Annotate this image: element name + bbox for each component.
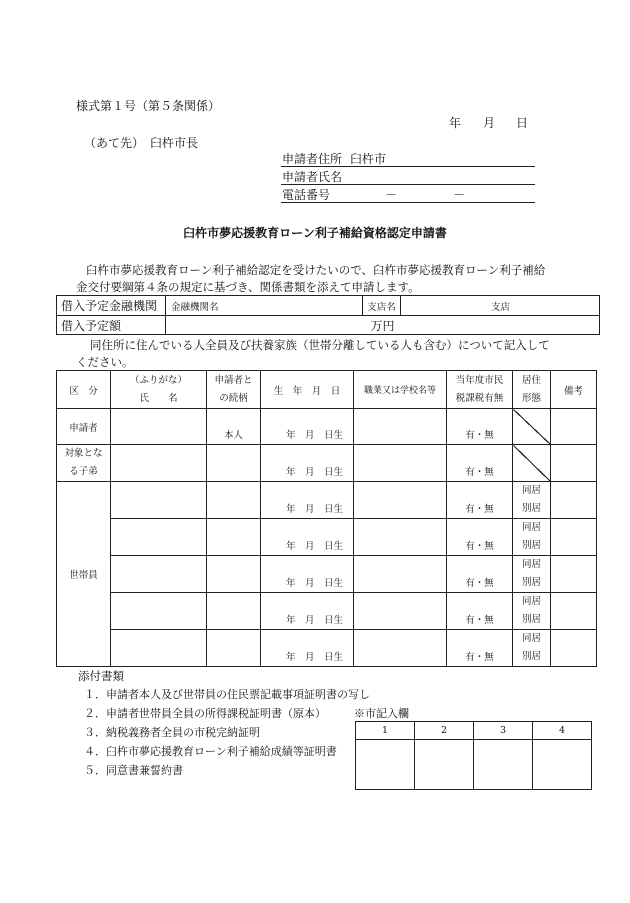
applicant-address-label: 申請者住所: [282, 152, 343, 166]
residence-cell[interactable]: [513, 593, 551, 630]
residence-separate[interactable]: 別居: [521, 614, 541, 625]
relation-cell[interactable]: [207, 593, 261, 630]
header-residence: [513, 371, 551, 409]
city-use-cell[interactable]: [415, 740, 474, 790]
date-day: 日: [516, 116, 529, 130]
household-note-line-2: ください。: [76, 355, 134, 369]
header-relation-1: 申請者と: [214, 374, 253, 386]
applicant-address-value[interactable]: 臼杵市: [350, 152, 387, 166]
header-birth: 生 年 月 日: [261, 371, 354, 409]
phone-underline: [281, 202, 535, 203]
occupation-cell[interactable]: [354, 445, 447, 482]
attachment-item: ４．臼杵市夢応援教育ローン利子補給成績等証明書: [84, 745, 337, 758]
city-use-cell[interactable]: [533, 740, 592, 790]
occupation-cell[interactable]: [354, 519, 447, 556]
header-furigana: （ふりがな）: [129, 374, 187, 386]
relation-cell[interactable]: [207, 482, 261, 519]
birth-cell[interactable]: 年 月 日生: [261, 482, 354, 519]
header-tax-1: 当年度市民: [455, 374, 504, 386]
header-category: 区 分: [57, 371, 111, 409]
city-use-cell[interactable]: [356, 740, 415, 790]
header-relation: [207, 371, 261, 409]
city-use-heading: ※市記入欄: [354, 707, 409, 720]
table-row-member: [57, 519, 597, 556]
loan-table: [56, 295, 600, 335]
tax-cell[interactable]: 有・無: [447, 556, 513, 593]
intro-line-1: 臼杵市夢応援教育ローン利子補給認定を受けたいので、臼杵市夢応援教育ローン利子補給: [86, 263, 546, 277]
occupation-cell[interactable]: [354, 482, 447, 519]
phone-separator-2: －: [453, 188, 466, 202]
residence-separate[interactable]: 別居: [521, 503, 541, 514]
remarks-cell[interactable]: [551, 556, 597, 593]
residence-cell-na: [513, 445, 551, 482]
occupation-cell[interactable]: [354, 593, 447, 630]
table-row-member: [57, 630, 597, 667]
residence-cell[interactable]: [513, 630, 551, 667]
tax-cell[interactable]: 有・無: [447, 445, 513, 482]
relation-cell[interactable]: [207, 445, 261, 482]
header-tax: [447, 371, 513, 409]
residence-together[interactable]: 同居: [521, 485, 541, 496]
institution-label: 借入予定金融機関: [57, 296, 166, 316]
residence-together[interactable]: 同居: [521, 522, 541, 533]
household-table: [56, 370, 597, 667]
residence-cell-na: [513, 409, 551, 445]
tax-cell[interactable]: 有・無: [447, 409, 513, 445]
tax-cell[interactable]: 有・無: [447, 630, 513, 667]
form-number: 様式第１号（第５条関係）: [76, 99, 221, 113]
amount-field[interactable]: 万円: [166, 316, 600, 335]
amount-label: 借入予定額: [57, 316, 166, 335]
birth-cell[interactable]: 年 月 日生: [261, 593, 354, 630]
name-cell[interactable]: [111, 593, 207, 630]
remarks-cell[interactable]: [551, 482, 597, 519]
applicant-name-label: 申請者氏名: [282, 170, 343, 184]
occupation-cell[interactable]: [354, 409, 447, 445]
address-underline: [281, 166, 535, 167]
header-residence-2: 形態: [521, 392, 541, 404]
remarks-cell[interactable]: [551, 445, 597, 482]
tax-cell[interactable]: 有・無: [447, 519, 513, 556]
table-row-applicant: [57, 409, 597, 445]
header-tax-2: 税課税有無: [455, 392, 504, 404]
table-header-row: [57, 371, 597, 409]
row-label-child-1: 対象とな: [64, 448, 103, 459]
relation-cell[interactable]: [207, 630, 261, 667]
residence-together[interactable]: 同居: [521, 596, 541, 607]
remarks-cell[interactable]: [551, 630, 597, 667]
attachment-item: ５．同意書兼誓約書: [84, 764, 183, 777]
city-use-col-4: 4: [533, 722, 592, 740]
birth-cell[interactable]: 年 月 日生: [261, 409, 354, 445]
branch-name-label: 支店名: [363, 296, 401, 316]
header-name: [111, 371, 207, 409]
header-residence-1: 居住: [521, 374, 541, 386]
table-row-member: [57, 482, 597, 519]
relation-cell[interactable]: [207, 556, 261, 593]
residence-cell[interactable]: [513, 482, 551, 519]
relation-cell: 本人: [207, 409, 261, 445]
institution-name-field[interactable]: 金融機関名: [166, 296, 363, 316]
remarks-cell[interactable]: [551, 519, 597, 556]
attachment-item: １．申請者本人及び世帯員の住民票記載事項証明書の写し: [84, 688, 370, 701]
birth-cell[interactable]: 年 月 日生: [261, 445, 354, 482]
header-occupation: 職業又は学校名等: [354, 371, 447, 409]
birth-cell[interactable]: 年 月 日生: [261, 556, 354, 593]
residence-separate[interactable]: 別居: [521, 540, 541, 551]
city-use-col-2: 2: [415, 722, 474, 740]
remarks-cell[interactable]: [551, 409, 597, 445]
phone-label: 電話番号: [282, 188, 331, 202]
branch-field[interactable]: 支店: [401, 296, 600, 316]
row-label-child: [57, 445, 111, 482]
remarks-cell[interactable]: [551, 593, 597, 630]
header-relation-2: の続柄: [219, 392, 248, 404]
name-cell[interactable]: [111, 556, 207, 593]
name-underline: [281, 184, 535, 185]
residence-together[interactable]: 同居: [521, 559, 541, 570]
header-remarks: 備考: [551, 371, 597, 409]
tax-cell[interactable]: 有・無: [447, 593, 513, 630]
residence-together[interactable]: 同居: [521, 633, 541, 644]
name-cell[interactable]: [111, 445, 207, 482]
city-use-cell[interactable]: [474, 740, 533, 790]
date-month: 月: [483, 116, 496, 130]
page-title: 臼杵市夢応援教育ローン利子補給資格認定申請書: [183, 226, 447, 240]
row-label-child-2: る子弟: [69, 466, 98, 477]
attachment-item: ２．申請者世帯員全員の所得課税証明書（原本）: [84, 707, 326, 720]
name-cell[interactable]: [111, 482, 207, 519]
attachments-heading: 添付書類: [78, 669, 124, 683]
household-note-line-1: 同住所に住んでいる人全員及び扶養家族（世帯分離している人も含む）について記入して: [90, 338, 550, 352]
city-use-col-1: 1: [356, 722, 415, 740]
occupation-cell[interactable]: [354, 630, 447, 667]
tax-cell[interactable]: 有・無: [447, 482, 513, 519]
intro-line-2: 金交付要綱第４条の規定に基づき、関係書類を添えて申請します。: [76, 280, 420, 294]
occupation-cell[interactable]: [354, 556, 447, 593]
table-row-child: [57, 445, 597, 482]
name-cell[interactable]: [111, 519, 207, 556]
phone-separator-1: －: [385, 188, 398, 202]
row-label-applicant: 申請者: [57, 409, 111, 445]
city-use-col-3: 3: [474, 722, 533, 740]
attachment-item: ３．納税義務者全員の市税完納証明: [84, 726, 260, 739]
relation-cell[interactable]: [207, 519, 261, 556]
addressee: （あて先） 臼杵市長: [84, 136, 199, 150]
residence-separate[interactable]: 別居: [521, 577, 541, 588]
header-name-text: 氏 名: [139, 392, 178, 404]
row-label-member: 世帯員: [57, 482, 111, 667]
date-year: 年: [449, 116, 462, 130]
birth-cell[interactable]: 年 月 日生: [261, 519, 354, 556]
residence-cell[interactable]: [513, 519, 551, 556]
name-cell[interactable]: [111, 409, 207, 445]
residence-separate[interactable]: 別居: [521, 651, 541, 662]
birth-cell[interactable]: 年 月 日生: [261, 630, 354, 667]
table-row-member: [57, 556, 597, 593]
residence-cell[interactable]: [513, 556, 551, 593]
name-cell[interactable]: [111, 630, 207, 667]
table-row-member: [57, 593, 597, 630]
city-use-table: [355, 721, 592, 790]
